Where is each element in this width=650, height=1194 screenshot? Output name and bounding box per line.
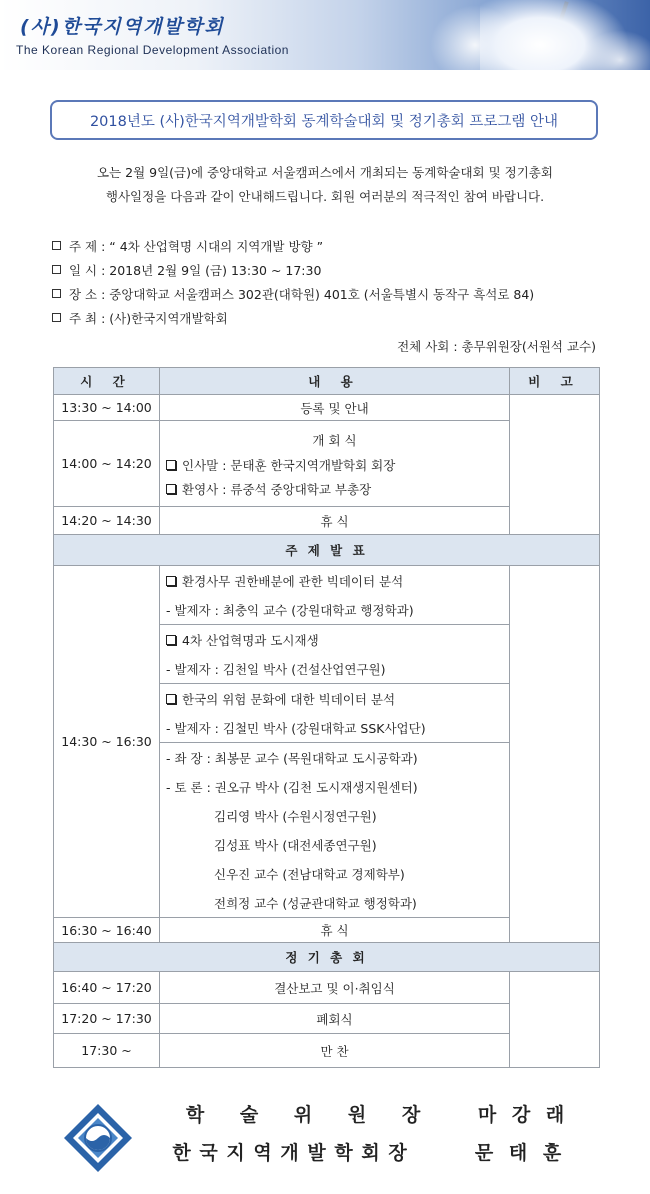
square-bullet-icon (52, 241, 61, 250)
topic-title: 4차 산업혁명과 도시재생 (160, 625, 509, 654)
square-bullet-icon (52, 265, 61, 274)
org-name-korean: (사)한국지역개발학회 (20, 16, 225, 38)
checkbox-icon (166, 694, 176, 704)
section-title: 주 제 발 표 (54, 535, 600, 566)
association-logo-icon (62, 1102, 134, 1174)
note-cell (510, 395, 600, 535)
time-cell: 14:30 ~ 16:30 (54, 566, 160, 918)
checkbox-icon (166, 635, 176, 645)
checkbox-icon (166, 576, 176, 586)
table-row (54, 972, 600, 1004)
section-row (54, 535, 600, 566)
checkbox-icon (166, 460, 176, 470)
time-cell: 14:20 ~ 14:30 (54, 507, 160, 535)
column-header-time: 시 간 (54, 368, 160, 395)
info-venue: 장 소 : 중앙대학교 서울캠퍼스 302관(대학원) 401호 (서울특별시 동작구 흑석로 84) (52, 285, 534, 303)
chair: - 좌 장 : 최봉문 교수 (목원대학교 도시공학과) (166, 750, 418, 766)
topic-title: 환경사무 권한배분에 관한 빅데이터 분석 (160, 566, 509, 595)
content-cell: 만 찬 (160, 1034, 510, 1068)
time-cell: 16:30 ~ 16:40 (54, 918, 160, 943)
content-cell (160, 566, 510, 918)
discussant: 전희정 교수 (성균관대학교 행정학과) (214, 895, 417, 911)
content-cell (160, 421, 510, 507)
discussant: 김리영 박사 (수원시정연구원) (214, 808, 377, 824)
column-header-content: 내 용 (160, 368, 510, 395)
content-cell: 등록 및 안내 (160, 395, 510, 421)
header-banner (0, 0, 650, 70)
intro-line: 오는 2월 9일(금)에 중앙대학교 서울캠퍼스에서 개최되는 동계학술대회 및 정기총회 (97, 165, 553, 180)
square-bullet-icon (52, 289, 61, 298)
discussion: - 토 론 : 권오규 박사 (김천 도시재생지원센터) (166, 779, 418, 795)
table-row (54, 395, 600, 421)
time-cell: 17:30 ~ (54, 1034, 160, 1068)
time-cell: 14:00 ~ 14:20 (54, 421, 160, 507)
content-cell: 폐회식 (160, 1004, 510, 1034)
note-cell (510, 566, 600, 943)
intro-line: 행사일정을 다음과 같이 안내해드립니다. 회원 여러분의 적극적인 참여 바랍니다. (105, 189, 545, 204)
square-bullet-icon (52, 313, 61, 322)
column-header-note: 비 고 (510, 368, 600, 395)
page-title: 2018년도 (사)한국지역개발학회 동계학술대회 및 정기총회 프로그램 안내 (50, 100, 598, 140)
info-theme: 주 제 : “ 4차 산업혁명 시대의 지역개발 방향 ” (52, 237, 323, 255)
opening-heading: 개 회 식 (312, 432, 357, 448)
topic-presenter: - 발제자 : 최충익 교수 (강원대학교 행정학과) (166, 602, 414, 618)
agenda-item: 환영사 : 류중석 중앙대학교 부총장 (160, 477, 509, 501)
agenda-item: 인사말 : 문태훈 한국지역개발학회 회장 (160, 453, 509, 477)
discussant: 신우진 교수 (전남대학교 경제학부) (214, 866, 405, 882)
info-date: 일 시 : 2018년 2월 9일 (금) 13:30 ~ 17:30 (52, 261, 321, 279)
org-name-english: The Korean Regional Development Association (16, 43, 289, 57)
content-cell: 결산보고 및 이·취임식 (160, 972, 510, 1004)
topic-title: 한국의 위험 문화에 대한 빅데이터 분석 (160, 684, 509, 713)
program-table (53, 367, 600, 1068)
snow-decoration (580, 30, 650, 70)
topic-presenter: - 발제자 : 김철민 박사 (강원대학교 SSK사업단) (166, 720, 426, 736)
content-cell: 휴 식 (160, 918, 510, 943)
signature-line-1: 학 술 위 원 장 마 강 래 (185, 1104, 565, 1126)
info-host: 주 최 : (사)한국지역개발학회 (52, 309, 228, 327)
moderator-note: 전체 사회 : 총무위원장(서원석 교수) (397, 339, 596, 354)
time-cell: 16:40 ~ 17:20 (54, 972, 160, 1004)
section-row (54, 943, 600, 972)
note-cell (510, 972, 600, 1068)
content-cell: 휴 식 (160, 507, 510, 535)
checkbox-icon (166, 484, 176, 494)
table-row (54, 566, 600, 918)
topic-presenter: - 발제자 : 김천일 박사 (건설산업연구원) (166, 661, 386, 677)
discussant: 김성표 박사 (대전세종연구원) (214, 837, 377, 853)
section-title: 정 기 총 회 (54, 943, 600, 972)
time-cell: 17:20 ~ 17:30 (54, 1004, 160, 1034)
table-header-row (54, 368, 600, 395)
signature-line-2: 한 국 지 역 개 발 학 회 장 문 태 훈 (172, 1142, 562, 1164)
time-cell: 13:30 ~ 14:00 (54, 395, 160, 421)
